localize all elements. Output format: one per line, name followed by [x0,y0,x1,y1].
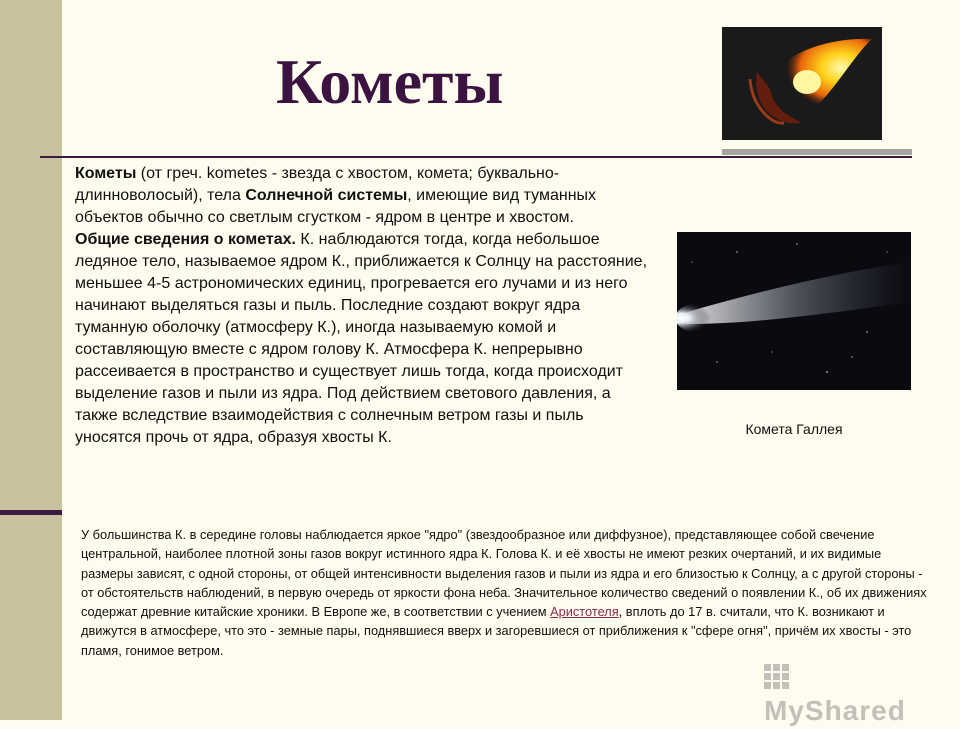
secondary-text-a: У большинства К. в середине головы наблюдается яркое "ядро" (звездообразное или диффузное), представляющее собой свечение центральной, наиболее плотной зоны газов вокруг истинного ядра К. Голова К. и её хвосты не имеют резких очертаний, и их видимые размеры зависят, с одной стороны, от общей интенсивности выделения газов и пыли из ядра и его близостью к Солнцу, а с другой стороны - от обстоятельств наблюдений, в первую очередь от яркости фона неба. Значительное количество сведений о появлении К., об их движениях содержат древние китайские хроники. В Европе же, в соответствии с учением [81,527,927,620]
slide-title: Кометы [276,46,504,117]
photo-caption: Комета Галлея [745,421,843,437]
term-comets: Кометы [75,165,137,182]
left-sidebar-bar [0,0,62,720]
definition-text-b: , имеющие вид туманных объектов обычно со светлым сгустком - ядром в центре и хвостом. [75,187,597,226]
watermark-text: MyShared [764,695,906,726]
general-info-heading: Общие сведения о кометах. [75,231,296,248]
term-solar-system: Солнечной системы [245,187,408,204]
watermark [764,657,924,726]
header-rule [40,156,912,158]
comet-icon [722,27,882,140]
general-info-text: К. наблюдаются тогда, когда небольшое ледяное тело, называемое ядром К., приближается к Солнцу на расстояние, меньшее 4-5 астрономических единиц, прогревается его лучами и из него начинают выделяться газы и пыль. Последние создают вокруг ядра туманную оболочку (атмосферу К.), иногда называемую комой и составляющую вместе с ядром голову К. Атмосфера К. непрерывно рассеивается в пространство и существует лишь тогда, когда происходит выделение газов и пыли из ядра. Под действием светового давления, а также вследствие взаимодействия с солнечным ветром газы и пыль уносятся прочь от ядра, образуя хвосты К. [75,231,648,446]
watermark-logo-icon [764,664,790,690]
main-paragraph [75,163,650,449]
secondary-text-b: , вплоть до 17 в. считали, что К. возникают и движутся в атмосфере, что это - земные пары, поднявшиеся вверх и загоревшиеся от приближения к "сфере огня", причём их хвосты - это пламя, гонимое ветром. [81,604,912,658]
halley-comet-photo [677,232,911,390]
definition-text-a: (от греч. kometes - звезда с хвостом, комета; буквально-длинноволосый), тела [75,165,560,204]
secondary-paragraph [81,525,931,660]
header-rule-grey [722,149,912,155]
sidebar-accent-line [0,510,62,515]
aristotle-link[interactable]: Аристотеля [550,604,619,620]
